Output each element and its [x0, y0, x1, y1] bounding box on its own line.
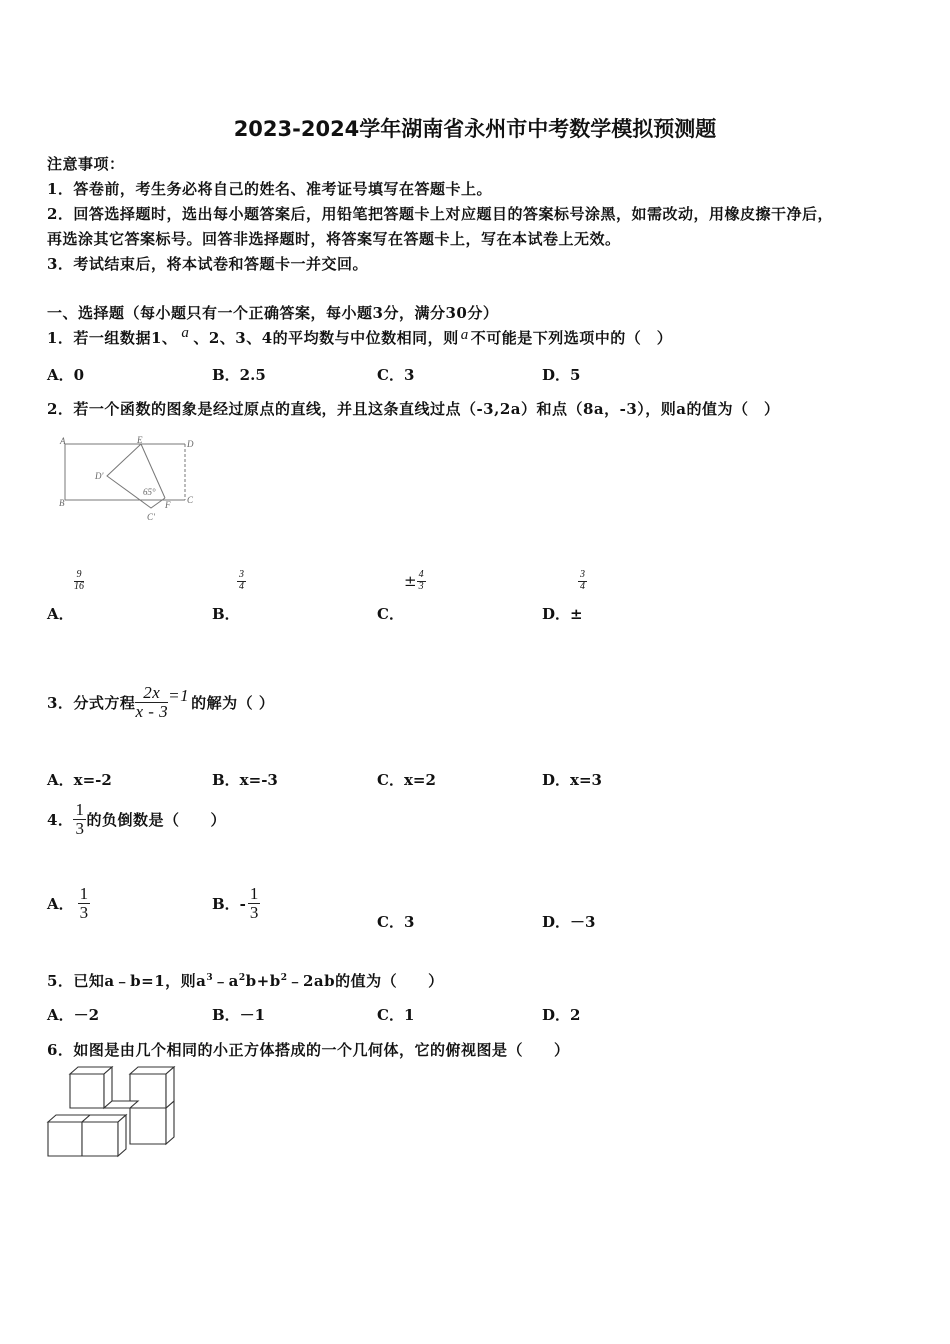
- fraction-numerator: 1: [79, 884, 89, 903]
- q3-option-b: B．x=-3: [212, 771, 278, 789]
- fraction-denominator: 16: [74, 580, 84, 592]
- q5-suffix: ﹣2ab的值为（ ）: [287, 972, 444, 990]
- q5-option-a: A．－2: [47, 1006, 100, 1024]
- figure-label: C: [187, 495, 194, 505]
- option-label: B．-: [212, 894, 246, 913]
- q4-option-d: D．－3: [542, 913, 596, 931]
- q1-option-a: A．0: [47, 366, 85, 384]
- q2-option-c-value: [404, 570, 426, 592]
- fraction-numerator: 3: [239, 569, 244, 580]
- fraction-numerator: 4: [418, 569, 424, 580]
- q3-option-d: D．x=3: [542, 771, 602, 789]
- figure-fold: [107, 444, 165, 508]
- cube: [70, 1067, 112, 1108]
- q5-option-d: D．2: [542, 1006, 581, 1024]
- q5-option-c: C．1: [377, 1006, 415, 1024]
- notice-item: 2．回答选择题时，选出每小题答案后，用铅笔把答题卡上对应题目的答案标号涂黑，如需改动，用橡皮擦干净后，: [47, 205, 833, 223]
- question-2: 2．若一个函数的图象是经过原点的直线，并且这条直线过点（-3,2a）和点（8a，-3），则a的值为（ ）: [47, 400, 780, 418]
- superscript: 2: [238, 973, 246, 983]
- q2-option-b-value: [237, 570, 246, 592]
- question-6: 6．如图是由几个相同的小正方体搭成的一个几何体，它的俯视图是（ ）: [47, 1041, 570, 1059]
- superscript: 2: [280, 973, 288, 983]
- q3-suffix: 的解为（ ）: [191, 693, 275, 712]
- q5-option-b: B．－1: [212, 1006, 266, 1024]
- q5-mid: b+b: [245, 972, 281, 990]
- question-1: [47, 327, 672, 348]
- q2-option-d-value: [578, 570, 587, 592]
- option-label: A．: [47, 894, 74, 913]
- page-title: 2023-2024学年湖南省永州市中考数学模拟预测题: [233, 117, 717, 141]
- q2-option-a-value: [74, 570, 84, 592]
- q5-prefix: 5．已知a﹣b=1，则a: [47, 972, 207, 990]
- figure-label: 65°: [143, 487, 156, 497]
- q3-equals: =1: [168, 686, 190, 706]
- figure-label: F: [165, 500, 171, 510]
- q4-option-a: [47, 885, 90, 922]
- notice-item: 再选涂其它答案标号。回答非选择题时，将答案写在答题卡上，写在本试卷上无效。: [47, 230, 621, 248]
- q1-option-d: D．5: [542, 366, 581, 384]
- figure-label: B: [59, 498, 65, 508]
- fraction-denominator: 4: [239, 580, 244, 592]
- q4-option-b: [212, 885, 260, 922]
- question-5: [47, 970, 444, 991]
- q1-option-c: C．3: [377, 366, 415, 384]
- superscript: 3: [206, 973, 214, 983]
- notice-item: 1．答卷前，考生务必将自己的姓名、准考证号填写在答题卡上。: [47, 180, 492, 198]
- q4-suffix: 的负倒数是（ ）: [86, 810, 226, 829]
- q2-option-c: C．: [377, 605, 404, 623]
- q4-prefix: 4．: [47, 810, 74, 829]
- fraction-denominator: 3: [75, 818, 85, 838]
- figure-label: A: [60, 436, 66, 446]
- q6-cube-figure: [44, 1066, 184, 1162]
- figure-label: C': [147, 512, 155, 522]
- q3-prefix: 3．分式方程: [47, 693, 136, 712]
- q5-mid: ﹣a: [213, 972, 239, 990]
- q1-option-b: B．2.5: [212, 366, 266, 384]
- plus-minus-sign: ±: [404, 572, 417, 590]
- q1-variable: a: [181, 325, 190, 341]
- notice-item: 3．考试结束后，将本试卷和答题卡一并交回。: [47, 255, 368, 273]
- figure-label: D: [187, 439, 194, 449]
- fraction-denominator: x - 3: [135, 701, 169, 721]
- q3-option-c: C．x=2: [377, 771, 436, 789]
- q2-figure: [55, 436, 205, 524]
- cube: [82, 1115, 126, 1156]
- q1-suffix: 不可能是下列选项中的（ ）: [470, 329, 673, 347]
- figure-label: D': [95, 471, 104, 481]
- fraction-numerator: 1: [75, 800, 85, 819]
- fraction-denominator: 3: [418, 580, 424, 592]
- fraction-numerator: 9: [74, 570, 84, 582]
- fraction-denominator: 3: [79, 902, 89, 922]
- question-3: [47, 684, 274, 721]
- q1-middle: 、2、3、4的平均数与中位数相同，则: [193, 329, 459, 347]
- figure-label: E: [137, 436, 143, 445]
- fraction-denominator: 4: [580, 580, 585, 592]
- q1-prefix: 1．若一组数据1、: [47, 329, 178, 347]
- q2-option-d: D．±: [542, 605, 583, 623]
- notice-heading: 注意事项：: [47, 155, 125, 173]
- q4-option-c: C．3: [377, 913, 415, 931]
- section-heading: 一、选择题（每小题只有一个正确答案，每小题3分，满分30分）: [47, 304, 499, 322]
- q3-option-a: A．x=-2: [47, 771, 112, 789]
- fraction-numerator: 3: [580, 569, 585, 580]
- question-4: [47, 801, 226, 838]
- fraction-denominator: 3: [249, 902, 259, 922]
- q1-variable: a: [460, 327, 469, 343]
- fraction-numerator: 1: [249, 884, 259, 903]
- q2-option-b: B．: [212, 605, 240, 623]
- fraction-numerator: 2x: [135, 684, 168, 703]
- q2-option-a: A．: [47, 605, 74, 623]
